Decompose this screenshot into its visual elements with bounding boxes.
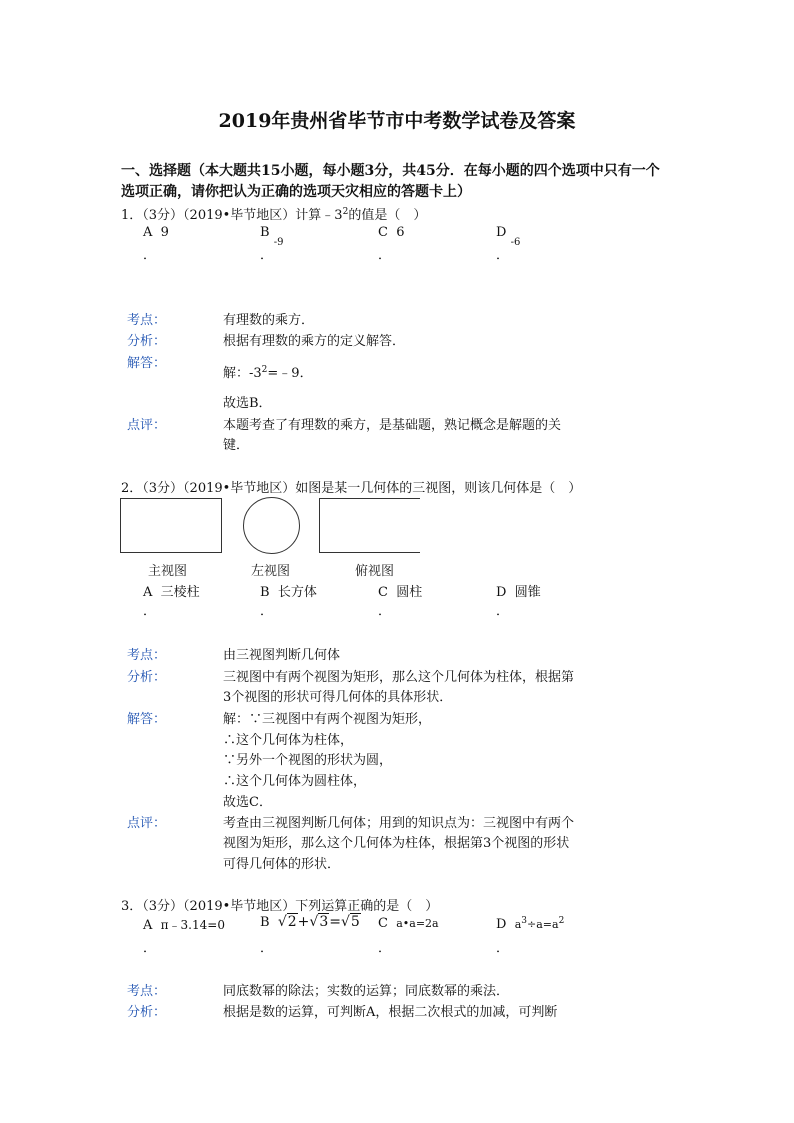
q3-dot-c: ． xyxy=(378,941,392,956)
q3-kaodian-label: 考点： xyxy=(127,984,167,999)
page-title: 2019年贵州省毕节市中考数学试卷及答案 xyxy=(218,110,576,132)
q1-dot-b: ． xyxy=(260,248,274,263)
q1-fenxi: 根据有理数的乘方的定义解答． xyxy=(223,334,406,349)
q2-jieda-line3: ∵另外一个视图的形状为圆， xyxy=(223,753,393,768)
q2-jieda-line2: ∴这个几何体为柱体， xyxy=(223,733,354,748)
q2-fenxi-line2: 3个视图的形状可得几何体的具体形状． xyxy=(223,690,453,705)
q2-jieda-line4: ∴这个几何体为圆柱体， xyxy=(223,774,367,789)
q1-jieda-line1: 解：$-3^2=﹣9$． xyxy=(223,365,313,381)
q2-dianping-line2: 视图为矩形，那么这个几何体为柱体，根据第3个视图的形状 xyxy=(223,836,570,851)
q2-option-a[interactable]: A 三棱柱 xyxy=(143,585,200,600)
q3-option-c[interactable]: C a•a=2a xyxy=(378,916,439,931)
q1-kaodian-label: 考点： xyxy=(127,313,167,328)
top-view-rectangle xyxy=(319,498,420,553)
q3-option-d[interactable]: D $a^3\div a=a^2$ xyxy=(496,916,565,932)
section-heading-line1: 一、选择题（本大题共15小题，每小题3分，共45分．在每小题的四个选项中只有一个 xyxy=(121,163,660,179)
q2-option-b[interactable]: B 长方体 xyxy=(260,585,317,600)
q2-jieda-line5: 故选C． xyxy=(223,795,272,810)
q2-dot-d: ． xyxy=(496,604,510,619)
q1-option-b[interactable]: B $_{-9}$ xyxy=(260,225,284,248)
q1-jieda-line2: 故选B． xyxy=(223,396,272,411)
q3-stem: 3．（3分）（2019•毕节地区）下列运算正确的是（ ） xyxy=(121,899,439,914)
q2-kaodian-label: 考点： xyxy=(127,648,167,663)
q2-dot-b: ． xyxy=(260,604,274,619)
q2-dianping-line1: 考查由三视图判断几何体；用到的知识点为：三视图中有两个 xyxy=(223,816,575,831)
q1-dot-a: ． xyxy=(143,248,157,263)
q3-dot-a: ． xyxy=(143,941,157,956)
q1-dianping-label: 点评： xyxy=(127,418,167,433)
q2-dianping-line3: 可得几何体的形状． xyxy=(223,857,341,872)
section-heading-line2: 选项正确，请你把认为正确的选项天灾相应的答题卡上） xyxy=(121,184,471,200)
front-view-label: 主视图 xyxy=(148,563,188,578)
q2-stem: 2．（3分）（2019•毕节地区）如图是某一几何体的三视图，则该几何体是（ ） xyxy=(121,481,582,496)
q1-stem: 1．（3分）（2019•毕节地区）计算$﹣3^2$的值是（ ） xyxy=(121,207,427,223)
q1-dianping-line1: 本题考查了有理数的乘方，是基础题，熟记概念是解题的关 xyxy=(223,418,562,433)
q2-option-d[interactable]: D 圆锥 xyxy=(496,585,541,600)
q1-dianping-line2: 键． xyxy=(223,438,250,453)
side-view-label: 左视图 xyxy=(251,563,291,578)
q1-option-c[interactable]: C 6 xyxy=(378,225,405,240)
q3-option-a[interactable]: A π﹣3.14=0 xyxy=(143,918,225,933)
side-view-circle xyxy=(243,497,300,554)
q2-dot-c: ． xyxy=(378,604,392,619)
q1-dot-c: ． xyxy=(378,248,392,263)
q3-dot-d: ． xyxy=(496,941,510,956)
q1-fenxi-label: 分析： xyxy=(127,334,167,349)
q2-dot-a: ． xyxy=(143,604,157,619)
q3-option-b[interactable]: B √2+√3=√5 xyxy=(260,914,360,930)
q3-fenxi-label: 分析： xyxy=(127,1005,167,1020)
q3-kaodian: 同底数幂的除法；实数的运算；同底数幂的乘法． xyxy=(223,984,510,999)
q1-option-d[interactable]: D $_{-6}$ xyxy=(496,225,521,248)
q2-fenxi-line1: 三视图中有两个视图为矩形，那么这个几何体为柱体，根据第 xyxy=(223,670,575,685)
front-view-rectangle xyxy=(120,498,222,553)
q2-jieda-label: 解答： xyxy=(127,712,167,727)
q2-jieda-line1: 解：∵三视图中有两个视图为矩形， xyxy=(223,712,432,727)
q3-fenxi: 根据是数的运算，可判断A，根据二次根式的加减，可判断 xyxy=(223,1005,558,1020)
top-view-label: 俯视图 xyxy=(355,563,395,578)
q2-kaodian: 由三视图判断几何体 xyxy=(223,648,341,663)
q1-kaodian: 有理数的乘方． xyxy=(223,313,315,328)
q3-dot-b: ． xyxy=(260,941,274,956)
q1-dot-d: ． xyxy=(496,248,510,263)
q2-option-c[interactable]: C 圆柱 xyxy=(378,585,423,600)
q2-dianping-label: 点评： xyxy=(127,816,167,831)
q1-option-a[interactable]: A 9 xyxy=(143,225,169,240)
q1-jieda-label: 解答： xyxy=(127,356,167,371)
q2-fenxi-label: 分析： xyxy=(127,670,167,685)
